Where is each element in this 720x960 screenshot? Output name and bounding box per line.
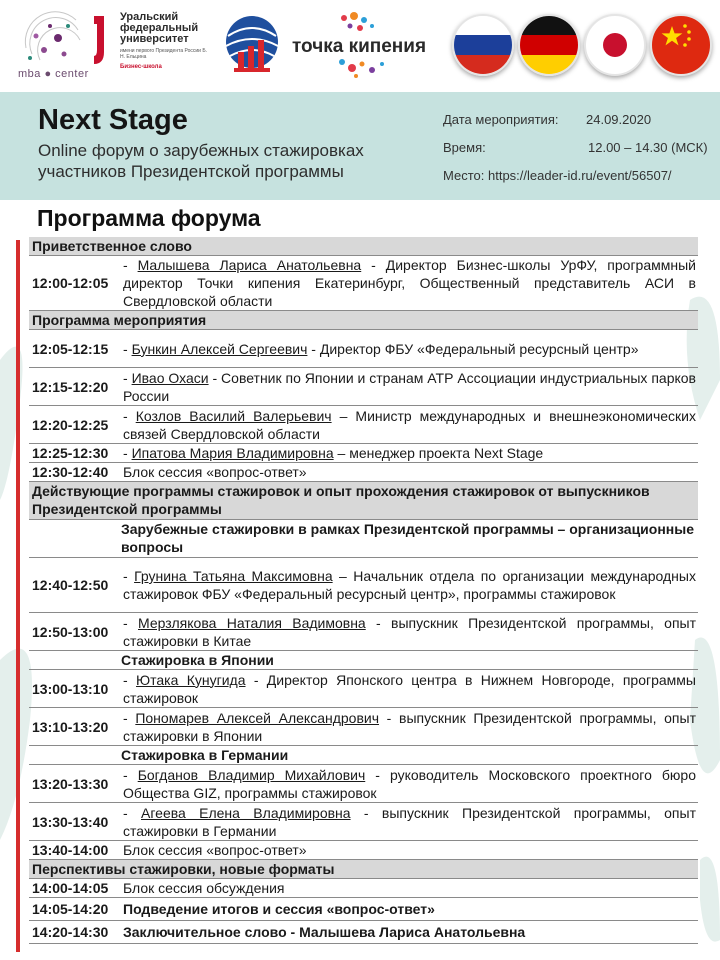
event-title: Next Stage bbox=[38, 104, 188, 136]
time-slot: 13:00-13:10 bbox=[32, 680, 109, 697]
time-slot: 14:05-14:20 bbox=[32, 901, 109, 917]
mba-center-logo bbox=[18, 8, 88, 84]
urfu-logo bbox=[90, 12, 215, 82]
tochka-kipeniya-text: точка кипения bbox=[292, 36, 427, 57]
date-info bbox=[443, 112, 652, 127]
schedule-row bbox=[29, 444, 698, 463]
speaker-role: – Начальник отдела по организации международных стажировок ФБУ «Федеральный ресурсный центр», программы стажировок bbox=[123, 568, 696, 602]
slot-description: - Грунина Татьяна Максимовна – Начальник отдела по организации международных стажировок ФБУ «Федеральный ресурсный центр», программы стажировок bbox=[123, 568, 696, 602]
russia-flag-icon bbox=[452, 14, 514, 76]
place-label: Место: bbox=[443, 168, 485, 183]
session-text: Блок сессия обсуждения bbox=[123, 880, 285, 896]
section-title: Приветственное слово bbox=[32, 238, 192, 254]
time-slot: 12:40-12:50 bbox=[32, 577, 109, 593]
section-title: Программа мероприятия bbox=[32, 312, 207, 328]
speaker-name: Ипатова Мария Владимировна bbox=[131, 445, 334, 461]
time-slot: 12:50-13:00 bbox=[32, 623, 109, 640]
slot-description: - Ютака Кунугида - Директор Японского центра в Нижнем Новгороде, программы стажировок bbox=[123, 671, 696, 706]
schedule-row bbox=[29, 765, 698, 803]
time-slot: 14:20-14:30 bbox=[32, 924, 109, 940]
speaker-role: - Директор Японского центра в Нижнем Новгороде, программы стажировок bbox=[123, 671, 696, 706]
tochka-kipeniya-logo bbox=[292, 10, 442, 80]
time-slot: 13:30-13:40 bbox=[32, 813, 109, 830]
speaker-name: Козлов Василий Валерьевич bbox=[135, 407, 332, 424]
urfu-line-2: федеральный bbox=[120, 22, 199, 34]
speaker-role: – Министр международных и внешнеэкономических связей Свердловской области bbox=[123, 407, 696, 442]
schedule-row bbox=[29, 670, 698, 708]
section-header bbox=[29, 311, 698, 330]
urfu-name bbox=[120, 12, 198, 45]
speaker-name: Ивао Охаси bbox=[131, 369, 209, 386]
event-header bbox=[0, 92, 720, 200]
schedule-row bbox=[29, 463, 698, 482]
slot-description: - Ипатова Мария Владимировна – менеджер проекта Next Stage bbox=[123, 445, 544, 461]
speaker-role: - выпускник Президентской программы, опыт стажировки в Японии bbox=[123, 709, 696, 744]
section-header bbox=[29, 860, 698, 879]
slot-description bbox=[120, 841, 698, 859]
slot-description: - Малышева Лариса Анатольевна - Директор Бизнес-школы УрФУ, программный директор Точки кипения Екатеринбург, Общественный представитель АСИ в Свердловской области bbox=[123, 257, 696, 309]
time-slot: 13:10-13:20 bbox=[32, 718, 109, 735]
section-title: Действующие программы стажировок и опыт прохождения стажировок от выпускников Президентской программы bbox=[32, 483, 650, 517]
schedule-row bbox=[29, 841, 698, 860]
section-title: Стажировка в Германии bbox=[121, 747, 289, 763]
section-title: Перспективы стажировки, новые форматы bbox=[32, 861, 335, 877]
mba-center-icon bbox=[18, 8, 88, 68]
schedule-row bbox=[29, 921, 698, 944]
slot-description bbox=[120, 463, 698, 481]
time-slot: 12:05-12:15 bbox=[32, 340, 109, 357]
slot-description: - Бункин Алексей Сергеевич - Директор ФБУ «Федеральный ресурсный центр» bbox=[123, 340, 639, 357]
speaker-name: Ютака Кунугида bbox=[136, 671, 246, 688]
red-accent-line bbox=[16, 240, 20, 952]
speaker-role: - Директор ФБУ «Федеральный ресурсный центр» bbox=[307, 340, 639, 357]
slot-description bbox=[120, 921, 698, 943]
asi-icon bbox=[218, 10, 286, 78]
schedule-row bbox=[29, 368, 698, 406]
japan-flag-icon bbox=[584, 14, 646, 76]
slot-description: - Козлов Василий Валерьевич – Министр международных и внешнеэкономических связей Свердловской области bbox=[123, 407, 696, 442]
time-info bbox=[443, 140, 709, 155]
speaker-role: - руководитель Московского проектного бюро Общества GIZ, программы стажировок bbox=[123, 766, 697, 801]
program-table bbox=[29, 237, 698, 944]
urfu-business-school: Бизнес-школа bbox=[120, 64, 162, 70]
germany-flag-icon bbox=[518, 14, 580, 76]
urfu-line-3: университет bbox=[120, 33, 189, 45]
speaker-role: - Директор Бизнес-школы УрФУ, программный директор Точки кипения Екатеринбург, Общественный представитель АСИ в Свердловской области bbox=[123, 257, 696, 309]
section-title: Зарубежные стажировки в рамках Президентской программы – организационные вопросы bbox=[121, 521, 694, 555]
subsection-header bbox=[29, 746, 698, 765]
speaker-role: - выпускник Президентской программы, опыт стажировки в Германии bbox=[123, 804, 696, 839]
time-slot: 13:20-13:30 bbox=[32, 775, 109, 792]
speaker-name: Грунина Татьяна Максимовна bbox=[134, 568, 333, 584]
speaker-name: Агеева Елена Владимировна bbox=[141, 804, 351, 821]
time-slot: 13:40-14:00 bbox=[32, 842, 109, 858]
session-text: Подведение итогов и сессия «вопрос-ответ» bbox=[123, 901, 435, 917]
date-label: Дата мероприятия: bbox=[443, 112, 559, 127]
speaker-role: - Советник по Японии и странам АТР Ассоциации индустриальных парков России bbox=[123, 369, 696, 404]
time-slot: 12:20-12:25 bbox=[32, 416, 109, 433]
section-title: Стажировка в Японии bbox=[121, 652, 274, 668]
schedule-row bbox=[29, 803, 698, 841]
speaker-name: Мерзлякова Наталия Вадимовна bbox=[138, 614, 366, 631]
logos-bar bbox=[0, 0, 720, 90]
session-text: Заключительное слово - Малышева Лариса Анатольевна bbox=[123, 924, 526, 940]
urfu-small: имени первого Президента России Б. Н. Ельцина bbox=[120, 48, 208, 60]
speaker-role: - выпускник Президентской программы, опыт стажировки в Китае bbox=[123, 614, 697, 649]
time-slot: 14:00-14:05 bbox=[32, 880, 109, 896]
schedule-row bbox=[29, 708, 698, 746]
schedule-row bbox=[29, 558, 698, 613]
subsection-header bbox=[29, 651, 698, 670]
time-slot: 12:30-12:40 bbox=[32, 464, 109, 480]
urfu-icon bbox=[90, 12, 118, 72]
slot-description bbox=[120, 879, 698, 897]
time-slot: 12:25-12:30 bbox=[32, 445, 109, 461]
slot-description: - Пономарев Алексей Александрович - выпускник Президентской программы, опыт стажировки в Японии bbox=[123, 709, 696, 744]
schedule-row bbox=[29, 406, 698, 444]
slot-description: - Агеева Елена Владимировна - выпускник Президентской программы, опыт стажировки в Германии bbox=[123, 804, 696, 839]
speaker-name: Богданов Владимир Михайлович bbox=[137, 766, 366, 783]
speaker-name: Малышева Лариса Анатольевна bbox=[137, 257, 362, 273]
schedule-row bbox=[29, 898, 698, 921]
time-slot: 12:00-12:05 bbox=[32, 275, 109, 291]
place-info bbox=[443, 168, 672, 183]
time-value: 12.00 – 14.30 (МСК) bbox=[588, 140, 708, 155]
time-label: Время: bbox=[443, 140, 486, 155]
session-text: Блок сессия «вопрос-ответ» bbox=[123, 842, 307, 858]
schedule-row bbox=[29, 613, 698, 651]
urfu-line-1: Уральский bbox=[120, 11, 179, 23]
session-text: Блок сессия «вопрос-ответ» bbox=[123, 464, 307, 480]
section-header bbox=[29, 482, 698, 520]
schedule-row bbox=[29, 256, 698, 311]
speaker-role: – менеджер проекта Next Stage bbox=[333, 445, 544, 461]
slot-description: - Ивао Охаси - Советник по Японии и странам АТР Ассоциации индустриальных парков России bbox=[123, 369, 696, 404]
mba-caption: mba ● center bbox=[18, 68, 89, 80]
speaker-name: Пономарев Алексей Александрович bbox=[135, 709, 380, 726]
event-subtitle: Online форум о зарубежных стажировках участников Президентской программы bbox=[38, 141, 364, 181]
date-value: 24.09.2020 bbox=[586, 112, 652, 127]
slot-description: - Богданов Владимир Михайлович - руководитель Московского проектного бюро Общества GIZ, программы стажировок bbox=[123, 766, 697, 801]
schedule-row bbox=[29, 330, 698, 368]
place-link[interactable]: https://leader-id.ru/event/56507/ bbox=[487, 168, 672, 183]
subsection-header bbox=[29, 520, 698, 558]
china-flag-icon bbox=[650, 14, 712, 76]
slot-description bbox=[120, 898, 698, 920]
program-title: Программа форума bbox=[37, 205, 261, 231]
schedule-row bbox=[29, 879, 698, 898]
section-header bbox=[29, 237, 698, 256]
time-slot: 12:15-12:20 bbox=[32, 378, 109, 395]
slot-description: - Мерзлякова Наталия Вадимовна - выпускник Президентской программы, опыт стажировки в Китае bbox=[123, 614, 697, 649]
speaker-name: Бункин Алексей Сергеевич bbox=[131, 340, 308, 357]
asi-logo bbox=[218, 10, 286, 78]
